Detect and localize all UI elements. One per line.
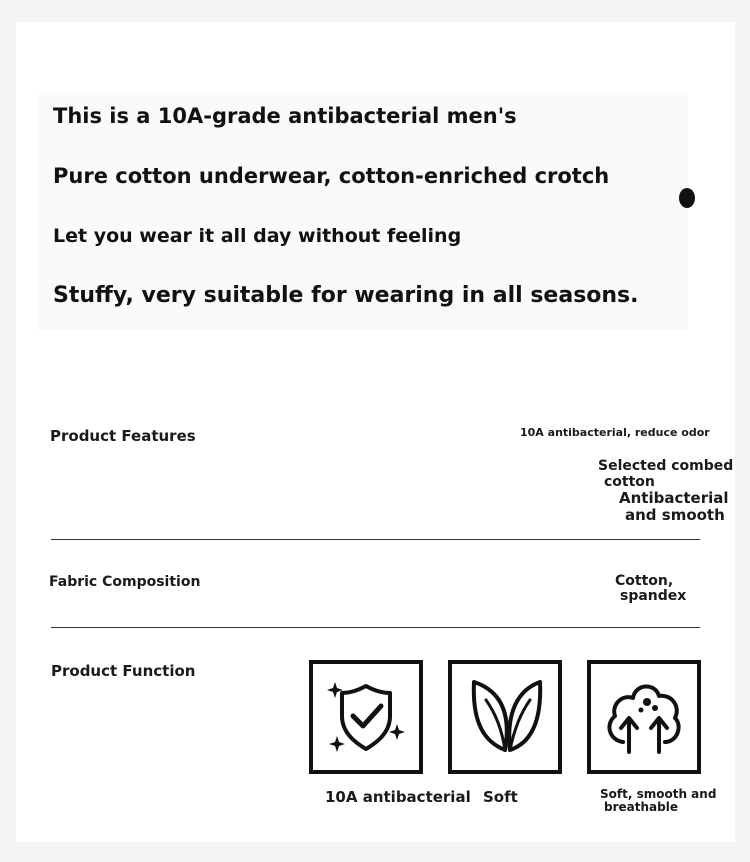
breathable-caption-line2: breathable <box>604 800 678 814</box>
breathable-caption-line1: Soft, smooth and <box>600 787 717 801</box>
features-value-smooth-line1: Antibacterial <box>619 489 729 507</box>
antibacterial-icon-box <box>309 660 423 774</box>
features-value-combed-line1: Selected combed <box>598 458 734 474</box>
intro-line-4: Stuffy, very suitable for wearing in all seasons. <box>53 283 639 308</box>
shield-check-icon <box>313 664 419 770</box>
section-divider <box>51 539 700 540</box>
fabric-value-line2: spandex <box>620 588 687 604</box>
soft-caption: Soft <box>483 788 518 806</box>
leaf-icon <box>452 664 558 770</box>
features-value-combed-line2: cotton <box>604 474 655 490</box>
product-features-label: Product Features <box>50 427 196 445</box>
fabric-composition-label: Fabric Composition <box>49 574 201 590</box>
product-function-label: Product Function <box>51 662 196 680</box>
fabric-value-line1: Cotton, <box>615 573 674 589</box>
section-divider <box>51 627 700 628</box>
intro-line-1: This is a 10A-grade antibacterial men's <box>53 104 517 128</box>
features-value-antibacterial: 10A antibacterial, reduce odor <box>520 426 710 439</box>
breathable-icon-box <box>587 660 701 774</box>
tree-breathable-icon <box>591 664 697 770</box>
antibacterial-caption: 10A antibacterial <box>325 788 471 806</box>
intro-line-2: Pure cotton underwear, cotton-enriched crotch <box>53 164 610 188</box>
soft-icon-box <box>448 660 562 774</box>
features-value-smooth-line2: and smooth <box>625 506 725 524</box>
intro-line-3: Let you wear it all day without feeling <box>53 225 462 247</box>
ink-dot-decoration <box>679 188 695 208</box>
